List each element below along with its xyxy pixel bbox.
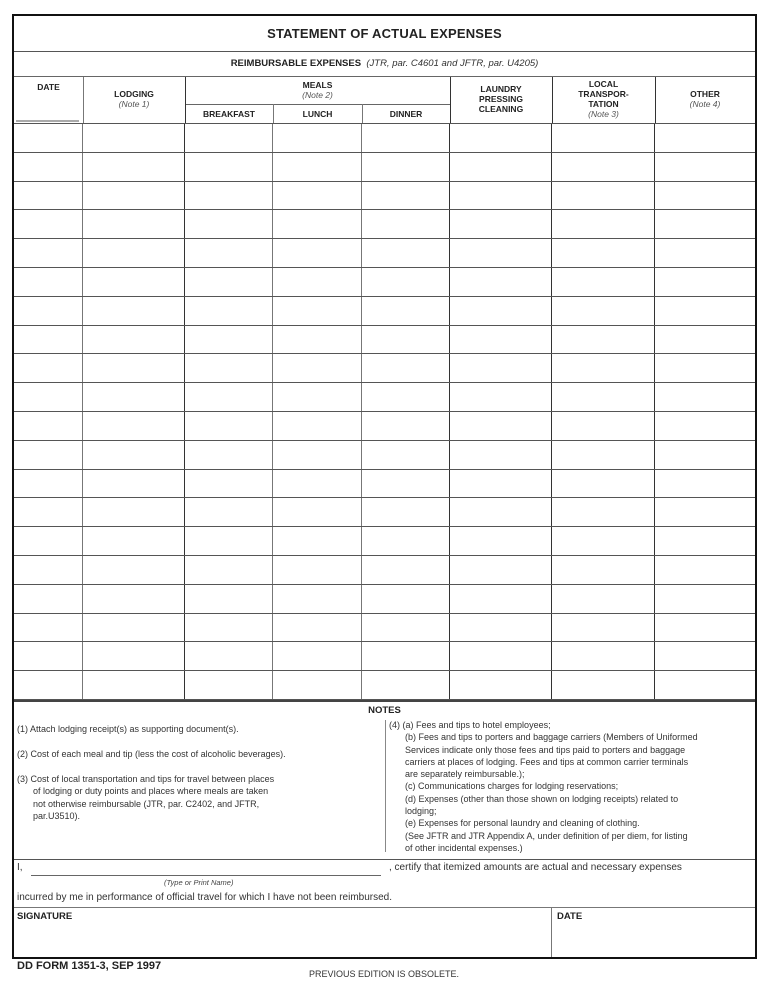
cell-breakfast[interactable] xyxy=(185,210,273,238)
signature-section xyxy=(14,908,755,957)
table-row xyxy=(14,354,755,383)
subtitle-bold: REIMBURSABLE EXPENSES xyxy=(230,58,362,69)
cell-lunch[interactable] xyxy=(273,210,362,238)
cell-laundry[interactable] xyxy=(450,210,552,238)
cell-breakfast[interactable] xyxy=(185,441,273,469)
cell-local-transportation[interactable] xyxy=(552,239,655,267)
cell-breakfast[interactable] xyxy=(185,470,273,498)
other-note: (Note 4) xyxy=(689,99,721,109)
column-header-lunch: LUNCH xyxy=(302,109,333,119)
cell-date[interactable] xyxy=(14,527,83,555)
cell-lodging[interactable] xyxy=(83,527,185,555)
cell-laundry[interactable] xyxy=(450,326,552,354)
cell-lodging[interactable] xyxy=(83,153,185,181)
table-row xyxy=(14,671,755,700)
notes-title: NOTES xyxy=(368,705,401,716)
cell-lodging[interactable] xyxy=(83,585,185,613)
cell-local-transportation[interactable] xyxy=(552,642,655,670)
cell-dinner[interactable] xyxy=(362,642,450,670)
cell-laundry[interactable] xyxy=(450,585,552,613)
cell-lodging[interactable] xyxy=(83,124,185,152)
signature-label: SIGNATURE xyxy=(17,911,73,922)
cell-dinner[interactable] xyxy=(362,239,450,267)
cell-date[interactable] xyxy=(14,239,83,267)
cell-local-transportation[interactable] xyxy=(552,153,655,181)
cell-local-transportation[interactable] xyxy=(552,297,655,325)
note-4-line: (4) (a) Fees and tips to hotel employees; xyxy=(389,720,551,730)
cell-date[interactable] xyxy=(14,354,83,382)
cell-date[interactable] xyxy=(14,297,83,325)
cell-other[interactable] xyxy=(655,326,755,354)
table-row xyxy=(14,326,755,355)
cell-date[interactable] xyxy=(14,556,83,584)
cell-laundry[interactable] xyxy=(450,671,552,699)
cell-breakfast[interactable] xyxy=(185,383,273,411)
cell-local-transportation[interactable] xyxy=(552,470,655,498)
cell-laundry[interactable] xyxy=(450,182,552,210)
cell-laundry[interactable] xyxy=(450,268,552,296)
cell-lodging[interactable] xyxy=(83,470,185,498)
cell-other[interactable] xyxy=(655,585,755,613)
transport-line-1: LOCAL xyxy=(588,79,619,89)
cell-lunch[interactable] xyxy=(273,671,362,699)
note-3-line: par.U3510). xyxy=(33,810,81,821)
table-row xyxy=(14,642,755,671)
cell-date[interactable] xyxy=(14,671,83,699)
expense-form xyxy=(12,14,757,959)
table-row xyxy=(14,297,755,326)
cell-dinner[interactable] xyxy=(362,383,450,411)
cell-breakfast[interactable] xyxy=(185,153,273,181)
table-row xyxy=(14,412,755,441)
cell-date[interactable] xyxy=(14,182,83,210)
cell-breakfast[interactable] xyxy=(185,527,273,555)
table-row xyxy=(14,210,755,239)
cell-dinner[interactable] xyxy=(362,182,450,210)
cell-other[interactable] xyxy=(655,412,755,440)
cell-other[interactable] xyxy=(655,441,755,469)
cell-local-transportation[interactable] xyxy=(552,124,655,152)
cell-dinner[interactable] xyxy=(362,124,450,152)
traveler-name-field[interactable] xyxy=(31,861,381,876)
table-row xyxy=(14,498,755,527)
cell-lunch[interactable] xyxy=(273,124,362,152)
cell-breakfast[interactable] xyxy=(185,642,273,670)
cell-other[interactable] xyxy=(655,642,755,670)
cell-dinner[interactable] xyxy=(362,268,450,296)
cell-local-transportation[interactable] xyxy=(552,412,655,440)
header-divider xyxy=(655,77,656,123)
cell-date[interactable] xyxy=(14,383,83,411)
date-underline xyxy=(16,120,79,122)
column-header-dinner: DINNER xyxy=(389,109,423,119)
cell-local-transportation[interactable] xyxy=(552,182,655,210)
cell-dinner[interactable] xyxy=(362,585,450,613)
cell-lunch[interactable] xyxy=(273,498,362,526)
note-2: (2) Cost of each meal and tip (less the cost of alcoholic beverages). xyxy=(17,749,286,759)
other-label: OTHER xyxy=(690,89,720,99)
header-divider xyxy=(362,104,363,123)
transport-note: (Note 3) xyxy=(588,109,619,119)
note-4-line: (e) Expenses for personal laundry and cleaning of clothing. xyxy=(405,818,640,829)
cell-lodging[interactable] xyxy=(83,239,185,267)
laundry-line-2: PRESSING xyxy=(479,94,523,104)
cell-lodging[interactable] xyxy=(83,441,185,469)
table-row xyxy=(14,383,755,412)
transport-line-3: TATION xyxy=(588,99,619,109)
cell-lodging[interactable] xyxy=(83,268,185,296)
cell-breakfast[interactable] xyxy=(185,614,273,642)
cell-lunch[interactable] xyxy=(273,354,362,382)
cell-other[interactable] xyxy=(655,498,755,526)
cell-breakfast[interactable] xyxy=(185,498,273,526)
cell-laundry[interactable] xyxy=(450,153,552,181)
cell-dinner[interactable] xyxy=(362,326,450,354)
note-4-line: lodging; xyxy=(405,806,437,817)
cell-lodging[interactable] xyxy=(83,297,185,325)
cell-local-transportation[interactable] xyxy=(552,527,655,555)
cell-date[interactable] xyxy=(14,326,83,354)
cell-other[interactable] xyxy=(655,527,755,555)
subtitle-reference: (JTR, par. C4601 and JFTR, par. U4205) xyxy=(366,58,539,69)
cell-lunch[interactable] xyxy=(273,470,362,498)
cell-lodging[interactable] xyxy=(83,182,185,210)
note-4-line: (b) Fees and tips to porters and baggage carriers (Members of Uniformed xyxy=(405,732,698,743)
cell-lunch[interactable] xyxy=(273,642,362,670)
cell-lodging[interactable] xyxy=(83,498,185,526)
cell-lodging[interactable] xyxy=(83,556,185,584)
header-divider xyxy=(273,104,274,123)
cell-dinner[interactable] xyxy=(362,671,450,699)
cell-date[interactable] xyxy=(14,124,83,152)
cell-laundry[interactable] xyxy=(450,470,552,498)
cell-local-transportation[interactable] xyxy=(552,354,655,382)
note-4-line: (c) Communications charges for lodging reservations; xyxy=(405,781,619,792)
table-row xyxy=(14,153,755,182)
cell-lodging[interactable] xyxy=(83,383,185,411)
note-3-line: not otherwise reimbursable (JTR, par. C2402, and JFTR, xyxy=(33,798,260,809)
cell-laundry[interactable] xyxy=(450,614,552,642)
cell-local-transportation[interactable] xyxy=(552,326,655,354)
note-4-bracket xyxy=(385,720,388,852)
cell-other[interactable] xyxy=(655,354,755,382)
column-header-breakfast: BREAKFAST xyxy=(203,109,255,119)
table-row xyxy=(14,527,755,556)
cell-date[interactable] xyxy=(14,268,83,296)
cell-local-transportation[interactable] xyxy=(552,498,655,526)
cell-breakfast[interactable] xyxy=(185,671,273,699)
table-row xyxy=(14,556,755,585)
header-divider xyxy=(83,77,84,123)
cell-dinner[interactable] xyxy=(362,412,450,440)
form-subtitle xyxy=(14,52,755,77)
table-row xyxy=(14,239,755,268)
column-header-other xyxy=(655,89,755,109)
cell-lodging[interactable] xyxy=(83,210,185,238)
certification-text: , certify that itemized amounts are actual and necessary expenses xyxy=(389,862,682,873)
cell-lodging[interactable] xyxy=(83,642,185,670)
cell-lunch[interactable] xyxy=(273,239,362,267)
certification-section xyxy=(14,859,755,908)
cell-laundry[interactable] xyxy=(450,239,552,267)
cell-other[interactable] xyxy=(655,182,755,210)
certification-text-line-2: incurred by me in performance of official travel for which I have not been reimbursed. xyxy=(17,892,392,903)
column-header-laundry xyxy=(450,84,552,114)
cell-date[interactable] xyxy=(14,642,83,670)
cell-dinner[interactable] xyxy=(362,153,450,181)
cell-other[interactable] xyxy=(655,124,755,152)
cell-local-transportation[interactable] xyxy=(552,210,655,238)
cell-breakfast[interactable] xyxy=(185,326,273,354)
cell-other[interactable] xyxy=(655,671,755,699)
note-4-line: (d) Expenses (other than those shown on lodging receipts) related to xyxy=(405,793,679,804)
lodging-note: (Note 1) xyxy=(118,99,150,109)
cell-other[interactable] xyxy=(655,556,755,584)
cell-date[interactable] xyxy=(14,470,83,498)
cell-local-transportation[interactable] xyxy=(552,585,655,613)
cell-other[interactable] xyxy=(655,239,755,267)
cell-laundry[interactable] xyxy=(450,498,552,526)
table-row xyxy=(14,470,755,499)
cell-date[interactable] xyxy=(14,614,83,642)
column-header-lodging xyxy=(83,89,185,109)
cell-laundry[interactable] xyxy=(450,527,552,555)
cell-other[interactable] xyxy=(655,383,755,411)
cell-breakfast[interactable] xyxy=(185,268,273,296)
cell-dinner[interactable] xyxy=(362,354,450,382)
note-4-line: are separately reimbursable.); xyxy=(405,769,525,780)
cell-dinner[interactable] xyxy=(362,556,450,584)
cell-local-transportation[interactable] xyxy=(552,556,655,584)
cell-date[interactable] xyxy=(14,412,83,440)
cell-dinner[interactable] xyxy=(362,210,450,238)
cell-date[interactable] xyxy=(14,498,83,526)
note-3 xyxy=(17,773,357,822)
note-3-line: of lodging or duty points and places where meals are taken xyxy=(33,786,269,797)
cell-breakfast[interactable] xyxy=(185,182,273,210)
meals-divider xyxy=(185,104,450,105)
certification-prefix: I, xyxy=(17,862,23,873)
cell-laundry[interactable] xyxy=(450,441,552,469)
table-row xyxy=(14,268,755,297)
header-divider xyxy=(450,77,451,123)
cell-laundry[interactable] xyxy=(450,354,552,382)
cell-lodging[interactable] xyxy=(83,671,185,699)
edition-notice: PREVIOUS EDITION IS OBSOLETE. xyxy=(308,969,460,979)
note-4-line: Services indicate only those fees and tips paid to porters and baggage xyxy=(405,744,686,755)
cell-local-transportation[interactable] xyxy=(552,268,655,296)
cell-lodging[interactable] xyxy=(83,614,185,642)
cell-lunch[interactable] xyxy=(273,441,362,469)
note-4-line: of other incidental expenses.) xyxy=(405,842,523,853)
column-header-local-transportation xyxy=(552,79,655,119)
table-row xyxy=(14,182,755,211)
cell-dinner[interactable] xyxy=(362,614,450,642)
form-identifier: DD FORM 1351-3, SEP 1997 xyxy=(17,960,162,972)
cell-lodging[interactable] xyxy=(83,326,185,354)
cell-lunch[interactable] xyxy=(273,297,362,325)
cell-date[interactable] xyxy=(14,210,83,238)
cell-lunch[interactable] xyxy=(273,326,362,354)
cell-laundry[interactable] xyxy=(450,383,552,411)
note-4-line: (See JFTR and JTR Appendix A, under definition of per diem, for listing xyxy=(405,830,688,841)
cell-breakfast[interactable] xyxy=(185,239,273,267)
note-3-line: (3) Cost of local transportation and tips for travel between places xyxy=(17,774,275,784)
column-header-meals xyxy=(185,80,450,100)
cell-breakfast[interactable] xyxy=(185,585,273,613)
cell-breakfast[interactable] xyxy=(185,412,273,440)
signature-field[interactable] xyxy=(14,908,552,957)
cell-date[interactable] xyxy=(14,153,83,181)
notes-section xyxy=(14,700,755,860)
cell-laundry[interactable] xyxy=(450,642,552,670)
cell-laundry[interactable] xyxy=(450,124,552,152)
cell-lunch[interactable] xyxy=(273,614,362,642)
cell-date[interactable] xyxy=(14,441,83,469)
cell-laundry[interactable] xyxy=(450,297,552,325)
cell-other[interactable] xyxy=(655,153,755,181)
cell-lunch[interactable] xyxy=(273,153,362,181)
cell-lunch[interactable] xyxy=(273,383,362,411)
cell-local-transportation[interactable] xyxy=(552,441,655,469)
name-caption: (Type or Print Name) xyxy=(164,878,234,887)
table-row xyxy=(14,441,755,470)
cell-local-transportation[interactable] xyxy=(552,383,655,411)
cell-dinner[interactable] xyxy=(362,297,450,325)
cell-laundry[interactable] xyxy=(450,412,552,440)
laundry-line-1: LAUNDRY xyxy=(480,84,522,94)
cell-dinner[interactable] xyxy=(362,498,450,526)
note-4-line: carriers at places of lodging. Fees and tips at common carrier terminals xyxy=(405,756,689,767)
cell-breakfast[interactable] xyxy=(185,297,273,325)
cell-lunch[interactable] xyxy=(273,412,362,440)
header-divider xyxy=(552,77,553,123)
meals-note: (Note 2) xyxy=(302,90,333,100)
cell-other[interactable] xyxy=(655,470,755,498)
cell-lunch[interactable] xyxy=(273,585,362,613)
cell-lunch[interactable] xyxy=(273,182,362,210)
cell-local-transportation[interactable] xyxy=(552,671,655,699)
cell-other[interactable] xyxy=(655,210,755,238)
cell-breakfast[interactable] xyxy=(185,124,273,152)
form-title: STATEMENT OF ACTUAL EXPENSES xyxy=(14,16,755,52)
meals-label: MEALS xyxy=(302,80,333,90)
lodging-label: LODGING xyxy=(114,89,154,99)
cell-lodging[interactable] xyxy=(83,412,185,440)
laundry-line-3: CLEANING xyxy=(478,104,524,114)
cell-other[interactable] xyxy=(655,297,755,325)
cell-date[interactable] xyxy=(14,585,83,613)
note-4 xyxy=(389,719,754,854)
header-divider xyxy=(185,77,186,123)
cell-other[interactable] xyxy=(655,614,755,642)
date-label: DATE xyxy=(557,911,583,922)
transport-line-2: TRANSPOR- xyxy=(578,89,629,99)
cell-laundry[interactable] xyxy=(450,556,552,584)
cell-dinner[interactable] xyxy=(362,470,450,498)
cell-breakfast[interactable] xyxy=(185,556,273,584)
cell-lunch[interactable] xyxy=(273,527,362,555)
cell-lunch[interactable] xyxy=(273,268,362,296)
table-row xyxy=(14,124,755,153)
cell-other[interactable] xyxy=(655,268,755,296)
cell-lunch[interactable] xyxy=(273,556,362,584)
cell-lodging[interactable] xyxy=(83,354,185,382)
column-header-date: DATE xyxy=(37,82,60,92)
note-1: (1) Attach lodging receipt(s) as supporting document(s). xyxy=(17,724,239,734)
signature-date-field[interactable] xyxy=(552,908,755,957)
cell-dinner[interactable] xyxy=(362,527,450,555)
cell-dinner[interactable] xyxy=(362,441,450,469)
cell-local-transportation[interactable] xyxy=(552,614,655,642)
table-row xyxy=(14,614,755,643)
cell-breakfast[interactable] xyxy=(185,354,273,382)
table-row xyxy=(14,585,755,614)
